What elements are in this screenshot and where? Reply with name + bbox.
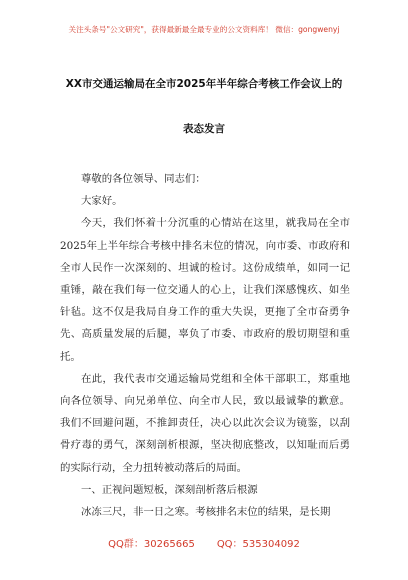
footer-qq-group: QQ群：30265665: [108, 539, 195, 550]
body-paragraph: 今天，我们怀着十分沉重的心情站在这里，就我局在全市2025年上半年综合考核中排名末位的情况，向市委、市政府和全市人民作一次深刻的、坦诚的检讨。这份成绩单，如同一记重锤，敲在我们每一位交通人的心上，让我们深感愧疚、如坐针毡。这不仅是我局自身工作的重大失误，更拖了全市奋勇争先、高质量发展的后腿，辜负了市委、市政府的殷切期望和重托。: [60, 217, 350, 363]
document-body: [60, 168, 350, 523]
footer: [0, 535, 408, 550]
header-notice: 关注头条号"公文研究"，获得最新最全最专业的公文资料库！ 微信：gongwenyj: [68, 25, 340, 34]
footer-qq: QQ：535304092: [216, 539, 300, 550]
page-subtitle: 表态发言: [183, 123, 225, 135]
page-title: XX市交通运输局在全市2025年半年综合考核工作会议上的: [65, 78, 343, 90]
salutation: 尊敬的各位领导、同志们：: [81, 173, 206, 185]
body-paragraph: 在此，我代表市交通运输局党组和全体干部职工，郑重地向各位领导、向兄弟单位、向全市人民，致以最诚挚的歉意。我们不回避问题，不推卸责任，决心以此次会议为镜鉴，以刮骨疗毒的勇气，深刻剖析根源，坚决彻底整改，以知耻而后勇的实际行动，全力扭转被动落后的局面。: [60, 372, 350, 474]
section-heading: 一、正视问题短板，深刻剖析落后根源: [81, 483, 258, 496]
greeting: 大家好。: [81, 195, 123, 208]
body-paragraph: 冰冻三尺，非一日之寒。考核排名末位的结果，是长期: [81, 506, 331, 519]
